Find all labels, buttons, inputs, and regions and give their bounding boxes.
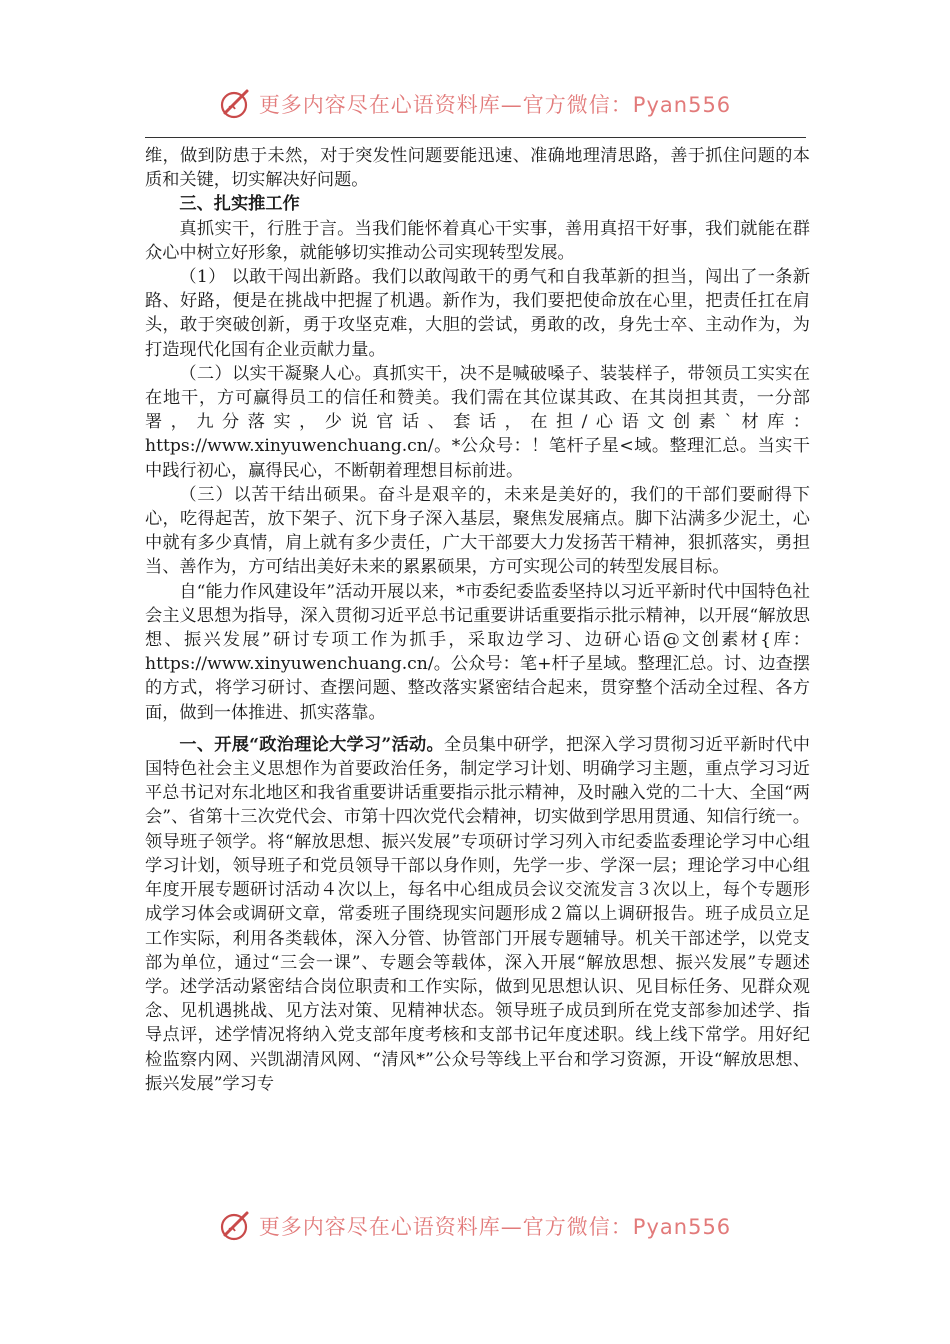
header-banner [0, 84, 950, 124]
paragraph: （1） 以敢干闯出新路。我们以敢闯敢干的勇气和自我革新的担当，闯出了一条新路、好路，便是在挑战中把握了机遇。新作为，我们要把使命放在心里，把责任扛在肩头，敢于突破创新，勇于攻坚克难，大胆的尝试，勇敢的改，身先士卒、主动作为，为打造现代化国有企业贡献力量。 [145, 267, 810, 360]
document-body [145, 144, 810, 1096]
footer-banner-text: 更多内容尽在心语资料库—官方微信：Pyan556 [258, 1215, 732, 1239]
header-banner-text: 更多内容尽在心语资料库—官方微信：Pyan556 [258, 93, 732, 117]
footer-banner [0, 1206, 950, 1246]
paragraph: 自“能力作风建设年”活动开展以来，*市委纪委监委坚持以习近平新时代中国特色社会主义思想为指导，深入贯彻习近平总书记重要讲话重要指示批示精神，以开展“解放思想、振兴发展”研讨专项工作为抓手，采取边学习、边研心语@文创素材{库：https://www.xinyuwenchuang.cn/。公众号：笔+杆子星域。整理汇总。讨、边查摆的方式，将学习研讨、查摆问题、整改落实紧密结合起来，贯穿整个活动全过程、各方面，做到一体推进、抓实落靠。 [145, 581, 810, 723]
section-heading: 一、开展“政治理论大学习”活动。 [179, 734, 444, 755]
pen-logo-icon [219, 1209, 253, 1243]
header-divider [145, 137, 806, 138]
section-heading: 三、扎实推工作 [179, 194, 300, 215]
section-body: 全员集中研学，把深入学习贯彻习近平新时代中国特色社会主义思想作为首要政治任务，制定学习计划、明确学习主题，重点学习习近平总书记对东北地区和我省重要讲话重要指示批示精神，及时融入党的二十大、全国“两会”、省第十三次党代会、市第十四次党代会精神，切实做到学思用贯通、知信行统一。领导班子领学。将“解放思想、振兴发展”专项研讨学习列入市纪委监委理论学习中心组学习计划，领导班子和党员领导干部以身作则，先学一步、学深一层；理论学习中心组年度开展专题研讨活动４次以上，每名中心组成员会议交流发言３次以上，每个专题形成学习体会或调研文章，常委班子围绕现实问题形成２篇以上调研报告。班子成员立足工作实际，利用各类载体，深入分管、协管部门开展专题辅导。机关干部述学，以党支部为单位，通过“三会一课”、专题会等载体，深入开展“解放思想、振兴发展”专题述学。述学活动紧密结合岗位职责和工作实际，做到见思想认识、见目标任务、见群众观念、见机遇挑战、见方法对策、见精神状态。领导班子成员到所在党支部参加述学、指导点评，述学情况将纳入党支部年度考核和支部书记年度述职。线上线下常学。用好纪检监察内网、兴凯湖清风网、“清风*”公众号等线上平台和学习资源，开设“解放思想、振兴发展”学习专 [145, 734, 810, 1094]
paragraph: （二）以实干凝聚人心。真抓实干，决不是喊破嗓子、装装样子，带领员工实实在在地干，方可赢得员工的信任和赞美。我们需在其位谋其政、在其岗担其责，一分部署，九分落实，少说官话、套话，在担/心语文创素`材库：https://www.xinyuwenchuang.cn/。*公众号：！笔杆子星<域。整理汇总。当实干中践行初心，赢得民心，不断朝着理想目标前进。 [145, 363, 810, 481]
paragraph: 真抓实干，行胜于言。当我们能怀着真心干实事，善用真招干好事，我们就能在群众心中树立好形象，就能够切实推动公司实现转型发展。 [145, 218, 810, 263]
paragraph: 维，做到防患于未然，对于突发性问题要能迅速、准确地理清思路，善于抓住问题的本质和关键，切实解决好问题。 [145, 146, 810, 191]
section-paragraph [145, 733, 810, 1096]
paragraph: （三）以苦干结出硕果。奋斗是艰辛的，未来是美好的，我们的干部们要耐得下心，吃得起苦，放下架子、沉下身子深入基层，聚焦发展痛点。脚下沾满多少泥土，心中就有多少真情，肩上就有多少责任，广大干部要大力发扬苦干精神，狠抓落实，勇担当、善作为，方可结出美好未来的累累硕果，方可实现公司的转型发展目标。 [145, 484, 810, 578]
pen-logo-icon [219, 87, 253, 121]
